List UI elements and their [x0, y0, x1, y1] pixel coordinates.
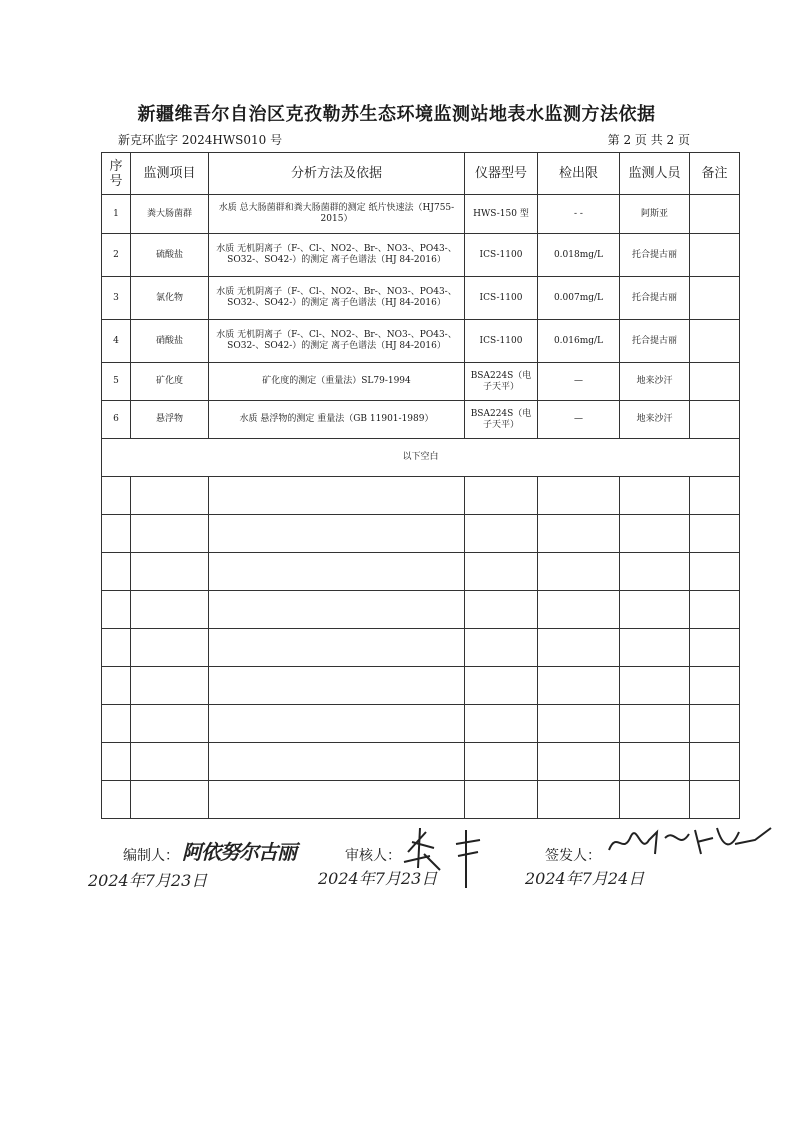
header-cell: 仪器型号 — [465, 153, 538, 195]
reviewer-label: 审核人： — [345, 848, 401, 864]
header-cell: 监测项目 — [131, 153, 209, 195]
detection-limit: 0.007mg/L — [538, 277, 620, 320]
blank-marker-row — [102, 439, 740, 477]
table-row — [102, 363, 740, 401]
methods-table — [101, 152, 740, 819]
instrument-model: ICS-1100 — [465, 320, 538, 363]
blank-marker: 以下空白 — [102, 439, 740, 477]
header-cell: 检出限 — [538, 153, 620, 195]
monitoring-staff: 地来沙汗 — [620, 363, 690, 401]
instrument-model: ICS-1100 — [465, 234, 538, 277]
header-cell: 分析方法及依据 — [209, 153, 465, 195]
instrument-model: BSA224S（电子天平） — [465, 401, 538, 439]
remark — [690, 195, 740, 234]
issuer-date: 2024年7月24日 — [525, 869, 645, 888]
monitoring-staff: 托合提古丽 — [620, 277, 690, 320]
issuer-label: 签发人： — [545, 848, 601, 864]
monitoring-item: 硫酸盐 — [131, 234, 209, 277]
empty-row — [102, 477, 740, 515]
detection-limit: 0.018mg/L — [538, 234, 620, 277]
empty-row — [102, 743, 740, 781]
monitoring-staff: 阿斯亚 — [620, 195, 690, 234]
method-basis: 水质 总大肠菌群和粪大肠菌群的测定 纸片快速法（HJ755-2015） — [209, 195, 465, 234]
table-row — [102, 195, 740, 234]
monitoring-item: 氯化物 — [131, 277, 209, 320]
method-basis: 水质 无机阴离子（F-、Cl-、NO2-、Br-、NO3-、PO43-、SO32-、SO42-）的测定 离子色谱法（HJ 84-2016） — [209, 277, 465, 320]
document-title: 新疆维吾尔自治区克孜勒苏生态环境监测站地表水监测方法依据 — [137, 104, 656, 125]
compiler-label: 编制人： — [123, 848, 179, 864]
empty-row — [102, 553, 740, 591]
table-row — [102, 234, 740, 277]
page-info: 第 2 页 共 2 页 — [607, 133, 690, 147]
empty-row — [102, 781, 740, 819]
monitoring-staff: 托合提古丽 — [620, 320, 690, 363]
compiler-date: 2024年7月23日 — [88, 871, 208, 890]
table-row — [102, 320, 740, 363]
compiler-signature: 阿依努尔古丽 — [182, 840, 296, 864]
remark — [690, 363, 740, 401]
detection-limit: — — [538, 363, 620, 401]
monitoring-item: 悬浮物 — [131, 401, 209, 439]
instrument-model: ICS-1100 — [465, 277, 538, 320]
empty-row — [102, 515, 740, 553]
instrument-model: HWS-150 型 — [465, 195, 538, 234]
row-number: 5 — [102, 363, 131, 401]
monitoring-staff: 地来沙汗 — [620, 401, 690, 439]
header-cell: 监测人员 — [620, 153, 690, 195]
row-number: 1 — [102, 195, 131, 234]
remark — [690, 401, 740, 439]
monitoring-item: 矿化度 — [131, 363, 209, 401]
method-basis: 水质 无机阴离子（F-、Cl-、NO2-、Br-、NO3-、PO43-、SO32-、SO42-）的测定 离子色谱法（HJ 84-2016） — [209, 320, 465, 363]
empty-row — [102, 591, 740, 629]
row-number: 2 — [102, 234, 131, 277]
header-cell: 备注 — [690, 153, 740, 195]
empty-row — [102, 667, 740, 705]
method-basis: 水质 悬浮物的测定 重量法（GB 11901-1989） — [209, 401, 465, 439]
detection-limit: - - — [538, 195, 620, 234]
empty-row — [102, 629, 740, 667]
detection-limit: — — [538, 401, 620, 439]
remark — [690, 234, 740, 277]
monitoring-item: 粪大肠菌群 — [131, 195, 209, 234]
document-number: 新克环监字 2024HWS010 号 — [118, 133, 283, 147]
empty-row — [102, 705, 740, 743]
reviewer-date: 2024年7月23日 — [318, 869, 438, 888]
header-cell: 序号 — [102, 153, 131, 195]
remark — [690, 277, 740, 320]
remark — [690, 320, 740, 363]
monitoring-item: 硝酸盐 — [131, 320, 209, 363]
monitoring-staff: 托合提古丽 — [620, 234, 690, 277]
method-basis: 水质 无机阴离子（F-、Cl-、NO2-、Br-、NO3-、PO43-、SO32-、SO42-）的测定 离子色谱法（HJ 84-2016） — [209, 234, 465, 277]
instrument-model: BSA224S（电子天平） — [465, 363, 538, 401]
row-number: 3 — [102, 277, 131, 320]
row-number: 4 — [102, 320, 131, 363]
table-row — [102, 401, 740, 439]
row-number: 6 — [102, 401, 131, 439]
table-row — [102, 277, 740, 320]
method-basis: 矿化度的测定（重量法）SL79-1994 — [209, 363, 465, 401]
issuer-signature-mark — [605, 820, 775, 860]
header-row — [102, 153, 740, 195]
detection-limit: 0.016mg/L — [538, 320, 620, 363]
